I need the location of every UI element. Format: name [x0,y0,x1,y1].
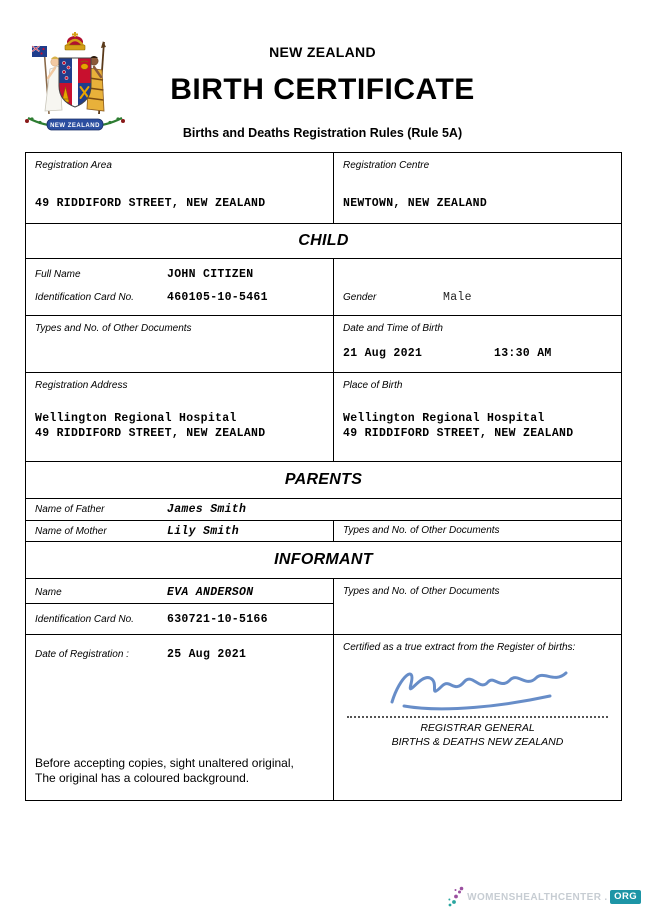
registration-centre-value: NEWTOWN, NEW ZEALAND [343,197,488,210]
section-header-parents: PARENTS [26,461,621,498]
watermark-separator: . [604,891,608,903]
registration-area-value: 49 RIDDIFORD STREET, NEW ZEALAND [35,197,266,210]
child-name-cell [26,259,334,315]
informant-name-value: EVA ANDERSON [167,586,254,599]
watermark-text: WOMENSHEALTHCENTER [467,891,602,903]
country-title: NEW ZEALAND [269,44,376,60]
registration-row [26,153,621,223]
place-of-birth-line2: 49 RIDDIFORD STREET, NEW ZEALAND [343,427,574,440]
registration-area-label: Registration Area [35,160,112,171]
date-of-registration-cell [26,635,334,800]
child-docs-dob-row [26,315,621,372]
parents-other-docs-label: Types and No. of Other Documents [343,525,500,536]
certificate-table [25,152,622,801]
sparkle-icon [447,886,464,908]
gender-value: Male [443,291,472,304]
certified-extract-label: Certified as a true extract from the Register of births: [343,642,576,653]
informant-id-label: Identification Card No. [35,614,134,625]
child-other-docs-cell [26,316,334,372]
dob-time-value: 13:30 AM [494,347,552,360]
certification-row [26,634,621,800]
registration-address-cell [26,373,334,461]
mother-label: Name of Mother [35,526,107,537]
watermark [447,886,641,908]
full-name-value: JOHN CITIZEN [167,268,254,281]
informant-name-label: Name [35,587,62,598]
rule-subtitle: Births and Deaths Registration Rules (Rule 5A) [182,126,463,140]
mother-cell [26,521,334,541]
registrar-title-line2: BIRTHS & DEATHS NEW ZEALAND [391,736,564,748]
dob-date-value: 21 Aug 2021 [343,347,423,360]
id-card-value: 460105-10-5461 [167,291,268,304]
gender-label: Gender [343,292,377,303]
date-of-registration-label: Date of Registration : [35,649,129,660]
place-of-birth-line1: Wellington Regional Hospital [343,412,545,425]
parents-other-docs-cell [334,521,621,541]
informant-id-value: 630721-10-5166 [167,613,268,626]
copies-note-line1: Before accepting copies, sight unaltered original, [35,756,294,770]
registrar-signature [343,656,612,714]
section-header-informant: INFORMANT [26,541,621,578]
watermark-org-badge: ORG [610,890,641,904]
certificate-header [0,44,645,140]
certified-extract-cell [334,635,621,800]
registration-centre-label: Registration Centre [343,160,430,171]
father-label: Name of Father [35,504,105,515]
address-row [26,372,621,461]
page-title: BIRTH CERTIFICATE [170,73,475,106]
registration-centre-cell [334,153,621,223]
informant-other-docs-cell [334,579,621,634]
informant-left-cells [26,579,334,634]
signature-dotted-line [347,716,608,718]
informant-id-cell [26,604,333,634]
informant-rows [26,578,621,634]
registration-address-line2: 49 RIDDIFORD STREET, NEW ZEALAND [35,427,266,440]
child-other-docs-label: Types and No. of Other Documents [35,323,192,334]
registration-address-line1: Wellington Regional Hospital [35,412,237,425]
dob-label: Date and Time of Birth [343,323,443,334]
place-of-birth-cell [334,373,621,461]
scroll-text: NEW ZEALAND [50,123,100,129]
full-name-label: Full Name [35,269,81,280]
father-cell [26,499,621,520]
informant-name-cell [26,579,333,604]
informant-other-docs-label: Types and No. of Other Documents [343,586,500,597]
date-of-registration-value: 25 Aug 2021 [167,648,247,661]
registration-address-label: Registration Address [35,380,128,391]
child-name-row [26,258,621,315]
copies-note-line2: The original has a coloured background. [35,771,250,785]
registrar-title-line1: REGISTRAR GENERAL [420,722,535,734]
section-header-child: CHILD [26,223,621,258]
registration-area-cell [26,153,334,223]
father-row [26,498,621,520]
id-card-label: Identification Card No. [35,292,134,303]
mother-row [26,520,621,541]
gender-cell [334,259,621,315]
father-value: James Smith [167,503,247,516]
dob-cell [334,316,621,372]
place-of-birth-label: Place of Birth [343,380,403,391]
mother-value: Lily Smith [167,525,240,538]
